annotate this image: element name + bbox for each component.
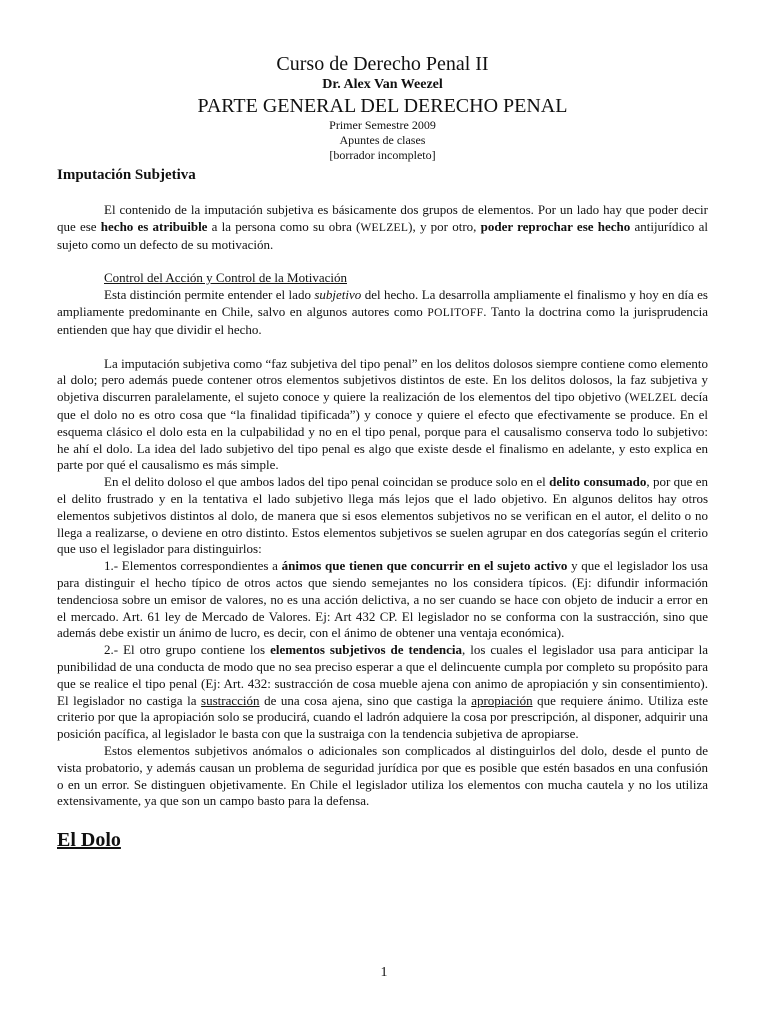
text-run: Esta distinción permite entender el lado: [104, 287, 315, 303]
text-run: del hecho. La desarrolla ampliamente el finalismo y hoy en día es ampliamente predominante en Chile, salvo en algunos autores como: [57, 287, 708, 319]
text-run: , por que en el delito frustrado y en la tentativa el lado subjetivo llega más lejos que el lado objetivo. En algunos delitos hay otros elementos subjetivos distintos al dolo, de manera que si esos elementos subjetivos no se verifican en el autor, el delito o no llega a realizarse, o deviene en otro distinto. Estos elementos subjetivos se suelen agrupar en dos categorías según el criterio que uso el legislador para distinguirlos:: [57, 474, 708, 557]
text-run: y que el legislador los usa para distinguir el hecho típico de otros actos que siendo semejantes no los considera típicos. (Ej: difundir información tendenciosa sobre un emisor de valores, no es una acción delictiva, a no ser cuando se hace con objeto de inducir a error en el mercado. Art. 61 ley de Mercado de Valores. Ej: Art 432 CP. El legislador no se conforma con la sustracción, sino que además debe existir un ánimo de lucro, es decir, con el ánimo de obtener una ventaja económica).: [57, 558, 708, 641]
text-run: de una cosa ajena, sino que castiga la: [259, 692, 472, 708]
author-ref: WELZEL: [629, 392, 677, 405]
text-run: El contenido de la imputación subjetiva es básicamente dos grupos de elementos. Por un lado hay que poder decir que ese: [57, 202, 708, 234]
part-title: PARTE GENERAL DEL DERECHO PENAL: [197, 95, 568, 117]
paragraph-6: [57, 642, 708, 743]
text-run: antijurídico al sujeto como un defecto de su motivación.: [57, 218, 708, 252]
bold-term: hecho es atribuible: [100, 218, 208, 234]
text-run: . Tanto la doctrina como la jurisprudencia entienden que hay que dividir el hecho.: [57, 303, 709, 337]
bold-term: ánimos que tienen que concurrir en el sujeto activo: [281, 558, 568, 574]
text-run: , los cuales el legislador usa para anticipar la punibilidad de una conducta de modo que no sea preciso esperar a que el delincuente cumpla por completo su propósito para que se realice el tipo penal (Ej: Art. 432: sustracción de cosa mueble ajena con animo de apropiación y sin consentimiento). El legislador no castiga la: [57, 642, 708, 708]
paragraph-4: [57, 474, 708, 558]
underlined-term: sustracción: [201, 692, 260, 708]
page-number: 1: [380, 965, 388, 980]
text-run: a la persona como su obra (: [207, 218, 361, 234]
document-page: [57, 52, 708, 852]
section-heading: Imputación Subjetiva: [57, 167, 196, 183]
text-run: que requiere ánimo. Utiliza este criterio por que la apropiación solo se producirá, cuando el ladrón adquiere la cosa por prescripción, al disponer, adquirir una posición pacífica, al legislador le basta con que la sustraiga con la tendencia subjetiva de apropiarse.: [57, 692, 709, 742]
course-title: Curso de Derecho Penal II: [276, 53, 489, 75]
bold-term: delito consumado: [549, 474, 647, 490]
subheading-text: Control del Acción y Control de la Motivación: [104, 270, 347, 286]
paragraph-7: Estos elementos subjetivos anómalos o adicionales son complicados al distinguirlos del dolo, desde el punto de vista probatorio, y además causan un problema de seguridad jurídica por que es posible que estén basados en una confusión o en un error. Se distinguen objetivamente. En Chile el legislador utiliza los elementos con mucha cautela y no los utiliza extensivamente, ya que son un campo basto para la defensa.: [57, 742, 708, 809]
text-run: ), y por otro,: [408, 218, 481, 234]
italic-term: subjetivo: [314, 287, 362, 303]
semester-label: Primer Semestre 2009: [329, 118, 436, 132]
paragraph-5: [57, 558, 708, 642]
paragraph-2: [57, 287, 708, 338]
text-run: decía que el dolo no es otro cosa que “la finalidad tipificada”) y conoce y quiere el efecto que efectivamente se produce. En el esquema clásico el dolo esta en la culpabilidad y no en el tipo penal, porque para el causalismo conserva todo lo subjetivo: he ahí el dolo. La idea del lado subjetivo del tipo penal es algo que existe desde el finalismo en adelante, y esto explica en parte por qué el causalismo es más simple.: [57, 389, 709, 473]
notes-label: Apuntes de clases: [339, 133, 426, 147]
paragraph-1: [57, 202, 708, 253]
underlined-term: apropiación: [471, 692, 533, 708]
text-run: La imputación subjetiva como “faz subjetiva del tipo penal” en los delitos dolosos siempre contiene como elemento al dolo; pero además puede contener otros elementos subjetivos distintos de este. En los delitos dolosos, la faz subjetiva y objetiva discurren paralelamente, el sujeto conoce y quiere la realización de los elementos del tipo objetivo (: [57, 355, 708, 405]
author-ref: WELZEL: [360, 221, 409, 234]
bold-term: poder reprochar ese hecho: [480, 218, 631, 234]
text-run: 2.- El otro grupo contiene los: [104, 642, 271, 658]
text-run: 1.- Elementos correspondientes a: [104, 558, 282, 574]
draft-label: [borrador incompleto]: [329, 148, 436, 162]
author-name: Dr. Alex Van Weezel: [322, 77, 443, 92]
author-ref: POLITOFF: [427, 306, 484, 319]
bold-term: elementos subjetivos de tendencia: [270, 642, 462, 658]
subheading: [57, 270, 708, 287]
paragraph-3: [57, 356, 708, 475]
section-heading-dolo: El Dolo: [57, 829, 121, 852]
text-run: En el delito doloso el que ambos lados del tipo penal coincidan se produce solo en el: [104, 474, 550, 490]
